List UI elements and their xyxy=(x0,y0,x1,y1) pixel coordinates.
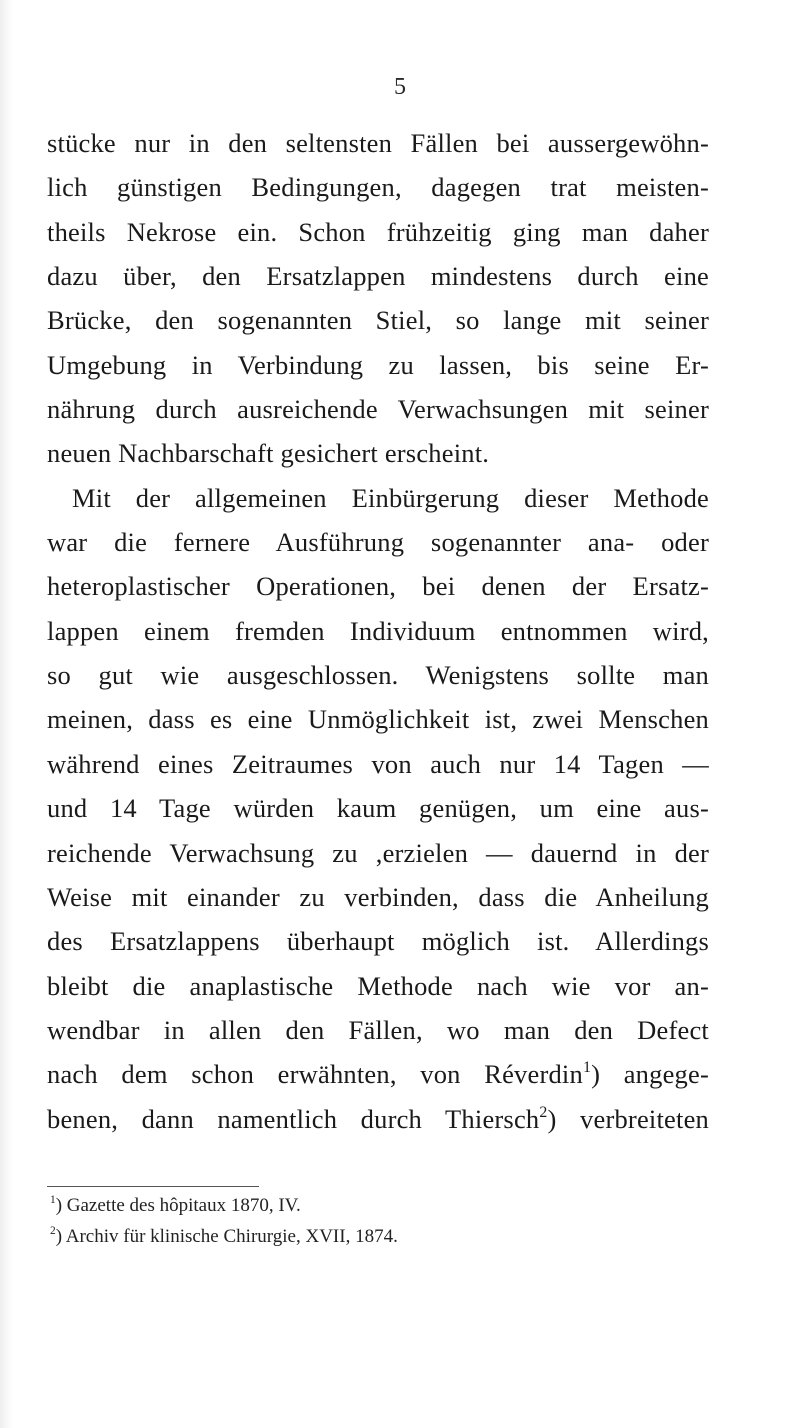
text-line: theils Nekrose ein. Schon frühzeitig ging man daher xyxy=(47,216,709,247)
text-segment: ) angege- xyxy=(591,1059,709,1090)
text-line: Brücke, den sogenannten Stiel, so lange mit seiner xyxy=(47,305,709,336)
text-segment: nach dem schon erwähnten, von Réverdin xyxy=(47,1059,583,1090)
footnote xyxy=(50,1190,700,1221)
text-line: meinen, dass es eine Unmöglichkeit ist, zwei Menschen xyxy=(47,704,709,735)
text-line: Weise mit einander zu verbinden, dass die Anheilung xyxy=(47,881,709,912)
text-line-with-footnote-ref xyxy=(47,1097,709,1141)
text-line: war die fernere Ausführung sogenannter ana- oder xyxy=(47,527,709,558)
page-number: 5 xyxy=(394,74,406,100)
text-line-with-footnote-ref xyxy=(47,1052,709,1096)
text-segment: ) verbreiteten xyxy=(547,1103,709,1134)
text-line: reichende Verwachsung zu ,erzielen — dauernd in der xyxy=(47,837,709,868)
text-line: und 14 Tage würden kaum genügen, um eine aus- xyxy=(47,793,709,824)
text-line: des Ersatzlappens überhaupt möglich ist. Allerdings xyxy=(47,926,709,957)
text-line: lappen einem fremden Individuum entnommen wird, xyxy=(47,615,709,646)
text-line: nährung durch ausreichende Verwachsungen mit seiner xyxy=(47,394,709,425)
text-line: neuen Nachbarschaft gesichert erscheint. xyxy=(47,438,490,469)
text-line: heteroplastischer Operationen, bei denen der Ersatz- xyxy=(47,571,709,602)
footnote-reference: 2 xyxy=(539,1103,548,1121)
text-line: bleibt die anaplastische Methode nach wie vor an- xyxy=(47,970,709,1001)
text-line: so gut wie ausgeschlossen. Wenigstens sollte man xyxy=(47,660,709,691)
footnote-text: ) Archiv für klinische Chirurgie, XVII, 1874. xyxy=(55,1226,398,1247)
text-line: während eines Zeitraumes von auch nur 14 Tagen — xyxy=(47,748,709,779)
text-segment: benen, dann namentlich durch Thiersch xyxy=(47,1103,540,1134)
footnote-text: ) Gazette des hôpitaux 1870, IV. xyxy=(55,1195,301,1216)
text-line: lich günstigen Bedingungen, dagegen trat meisten- xyxy=(47,172,709,203)
text-line: stücke nur in den seltensten Fällen bei aussergewöhn- xyxy=(47,128,709,158)
text-line: wendbar in allen den Fällen, wo man den Defect xyxy=(47,1014,709,1045)
body-text xyxy=(47,121,709,1141)
text-line: Umgebung in Verbindung zu lassen, bis seine Er- xyxy=(47,349,709,380)
footnote-reference: 1 xyxy=(582,1059,592,1077)
footnote xyxy=(50,1221,700,1252)
paragraph-start-line: Mit der allgemeinen Einbürgerung dieser Methode xyxy=(72,482,709,513)
text-line: dazu über, den Ersatzlappen mindestens durch eine xyxy=(47,261,709,292)
footnote-mark: 1 xyxy=(50,1194,56,1207)
footnotes xyxy=(50,1190,700,1252)
footnote-mark: 2 xyxy=(50,1225,56,1238)
footnote-divider xyxy=(47,1186,259,1187)
